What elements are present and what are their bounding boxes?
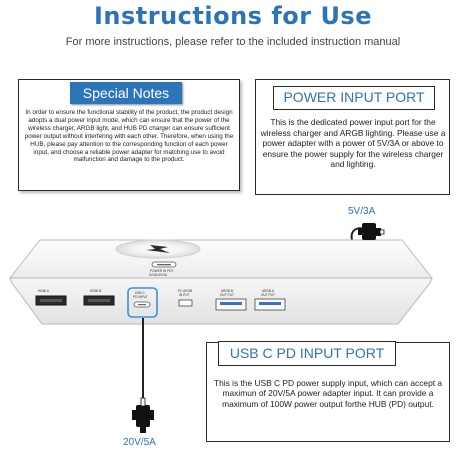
port-sub-usbc: PD INPUT [133, 295, 148, 299]
page-subtitle: For more instructions, please refer to the included instruction manual [65, 36, 401, 48]
port-sub-argb-b: OUT PUT [220, 293, 234, 297]
port-label-argb-b: ARGB B [221, 289, 234, 293]
usbc-pd-heading: USB C PD INPUT PORT [218, 341, 396, 366]
pc-argb-port [179, 300, 192, 306]
port-label-hdmi-a: HDMI A [38, 289, 49, 293]
usbc-pd-text: This is the USB C PD power supply input, which can accept a maximun of 20V/5A power adapter input. It can provide a maximum of 100W power output forthe HUB (PD) output. [213, 378, 443, 409]
power-in-rating-label: 5V/3A 5V/3A [149, 273, 168, 277]
page-title: Instructions for Use [93, 2, 372, 30]
hub-top-surface [10, 240, 432, 278]
special-notes-heading: Special Notes [70, 82, 182, 104]
usbc-plug-20v-icon [132, 398, 154, 433]
power-input-heading: POWER INPUT PORT [273, 86, 435, 110]
port-label-hdmi-b: HDMI B [90, 289, 102, 293]
port-label-pc-argb: PC ARGB [178, 289, 193, 293]
port-sub-pc-argb: IN PUT [179, 293, 190, 297]
adapter-label-5v3a: 5V/3A [348, 206, 376, 217]
adapter-label-20v5a: 20V/5A [123, 437, 156, 448]
special-notes-text: In order to ensure the functional stability of the product, the product design adopts a dual power input mode, which can ensure that the power of the wireless charger, ARGB light, and HUB PD charger can ensure sufficient power output without interfering with each other. Therefore, when using the HUB, please pay attention to the corresponding function of each power input, and choose a reliable power adapter for matching use to avoid malfunction and damage to the product. [24, 109, 234, 164]
power-input-text: This is the dedicated power input port for the wireless charger and ARGB lighting. Please use a power adapter with a power of 5V/3A or above to ensure the power supply for the wireless charger and lighting. [260, 117, 446, 170]
power-in-label: POWER IN PUT [150, 269, 174, 273]
port-label-argb-a: ARGB A [262, 289, 274, 293]
port-label-usbc: USB C [135, 291, 145, 295]
port-sub-argb-a: OUT PUT [261, 293, 275, 297]
usbc-plug-5v-icon [358, 223, 384, 240]
